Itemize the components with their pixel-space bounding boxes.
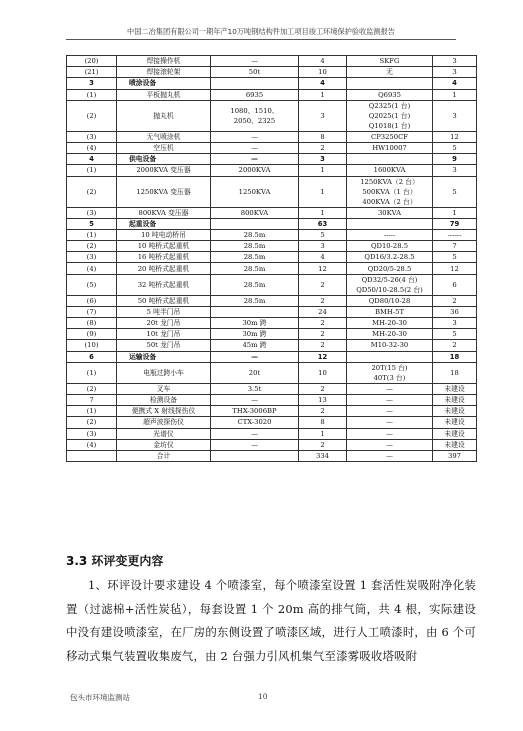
cell-qty: 2 [299,340,347,351]
cell-total: 3 [433,100,477,131]
cell-no: (2) [67,383,117,394]
cell-name: 电瓶过跨小车 [117,362,211,383]
cell-qty: 8 [299,417,347,428]
cell-model: SKFG [347,56,433,67]
cell-total: 5 [433,176,477,207]
cell-spec [211,450,299,461]
cell-model: — [347,417,433,428]
cell-name: 50t 龙门吊 [117,340,211,351]
category-row [67,154,477,165]
cell-name: 焊接操作机 [117,56,211,67]
cell-total: 79 [433,218,477,229]
cell-no: (1) [67,362,117,383]
cell-spec: 28.5m [211,274,299,295]
cell-no: (7) [67,306,117,317]
cell-qty: 2 [299,318,347,329]
cell-no: (1) [67,406,117,417]
cell-spec: THX-3006BP [211,406,299,417]
cell-name: 10 吨电动桥吊 [117,229,211,240]
cell-spec: — [211,131,299,142]
cell-no: (6) [67,295,117,306]
cell-no: (20) [67,56,117,67]
cell-total: 5 [433,252,477,263]
table-row [67,318,477,329]
cell-model: 无 [347,67,433,78]
cell-spec: 30m 跨 [211,318,299,329]
cell-name: 光谱仪 [117,428,211,439]
cell-spec: 50t [211,67,299,78]
cell-name: 平板抛丸机 [117,89,211,100]
cell-total: 5 [433,142,477,153]
cell-name: 2000KVA 变压器 [117,165,211,176]
cell-no: 7 [67,394,117,405]
cell-no: (3) [67,131,117,142]
cell-name: 合计 [117,450,211,461]
table-row [67,131,477,142]
cell-model: QD10-28.5 [347,241,433,252]
cell-spec: 6935 [211,89,299,100]
cell-qty: 24 [299,306,347,317]
cell-name: 50 吨桥式起重机 [117,295,211,306]
cell-qty: 10 [299,67,347,78]
cell-qty: 2 [299,406,347,417]
cell-spec: 800KVA [211,207,299,218]
cell-qty: 10 [299,362,347,383]
cell-model: MH-20-30 [347,329,433,340]
cell-model: Q2325(1 台) Q2025(1 台) Q1018(1 台) [347,100,433,131]
cell-spec: — [211,351,299,362]
cell-spec [211,78,299,89]
cell-name: 10 吨桥式起重机 [117,241,211,252]
cell-qty: 3 [299,241,347,252]
cell-qty: 63 [299,218,347,229]
cell-spec: 28.5m [211,241,299,252]
category-row [67,218,477,229]
cell-spec: — [211,439,299,450]
cell-model: — [347,394,433,405]
cell-spec: 2000KVA [211,165,299,176]
cell-qty: 4 [299,252,347,263]
table-row [67,417,477,428]
cell-no: (1) [67,229,117,240]
cell-spec: 28.5m [211,263,299,274]
cell-spec: 3.5t [211,383,299,394]
cell-spec: 28.5m [211,252,299,263]
cell-qty: 3 [299,100,347,131]
cell-model: — [347,439,433,450]
cell-name: 1250KVA 变压器 [117,176,211,207]
table-row [67,295,477,306]
cell-qty: 1 [299,428,347,439]
cell-qty: 1 [299,89,347,100]
cell-total: 2 [433,295,477,306]
cell-no: (4) [67,142,117,153]
cell-name: 叉车 [117,383,211,394]
cell-name: 抛丸机 [117,100,211,131]
table-row [67,67,477,78]
cell-no: (4) [67,439,117,450]
cell-model: 1250KVA（2 台） 500KVA（1 台） 400KVA（2 台） [347,176,433,207]
cell-qty: 1 [299,176,347,207]
cell-total: 9 [433,154,477,165]
equipment-table-body [67,56,477,462]
cell-name: 20t 龙门吊 [117,318,211,329]
cell-spec [211,306,299,317]
cell-model: — [347,383,433,394]
cell-no: (1) [67,165,117,176]
category-row [67,78,477,89]
table-row [67,176,477,207]
cell-spec: — [211,56,299,67]
cell-spec [211,218,299,229]
cell-no [67,450,117,461]
cell-name: 供电设备 [117,154,211,165]
cell-model [347,351,433,362]
table-row [67,142,477,153]
cell-name: 10t 龙门吊 [117,329,211,340]
cell-total: 18 [433,362,477,383]
cell-spec: — [211,142,299,153]
table-row [67,406,477,417]
section-title: 3.3 环评变更内容 [66,554,164,568]
cell-spec: — [211,154,299,165]
table-row [67,362,477,383]
cell-name: 起重设备 [117,218,211,229]
cell-total: 12 [433,131,477,142]
cell-qty: 13 [299,394,347,405]
cell-qty: 8 [299,131,347,142]
cell-model: — [347,428,433,439]
cell-qty: 2 [299,439,347,450]
cell-name: 16 吨桥式起重机 [117,252,211,263]
cell-qty: 1 [299,207,347,218]
cell-no: (2) [67,417,117,428]
cell-spec: 28.5m [211,295,299,306]
table-row [67,229,477,240]
cell-model: — [347,450,433,461]
cell-model: — [347,406,433,417]
cell-name: 32 吨桥式起重机 [117,274,211,295]
cell-spec: — [211,394,299,405]
cell-total: 7 [433,241,477,252]
cell-total: 未建设 [433,394,477,405]
cell-model: 30KVA [347,207,433,218]
cell-model: QD32/5-26(4 台) QD50/10-28.5(2 台) [347,274,433,295]
section-paragraph: 1、环评设计要求建设 4 个喷漆室，每个喷漆室设置 1 套活性炭吸附净化装置（过滤棉+活性炭毡），每套设置 1 个 20m 高的排气筒，共 4 根，实际建设中没有建设喷漆室，在厂房的东侧设置了喷漆区域，进行人工喷漆时，由 6 个可移动式集气装置收集废气，由 2 台强力引风机集气至漆雾吸收塔吸附 [66,578,476,663]
cell-name: 空压机 [117,142,211,153]
category-row [67,351,477,362]
cell-no: 5 [67,218,117,229]
table-row [67,89,477,100]
table-row [67,274,477,295]
cell-spec: — [211,428,299,439]
cell-qty: 1 [299,165,347,176]
cell-total: 5 [433,329,477,340]
cell-name: 20 吨桥式起重机 [117,263,211,274]
cell-total: ------ [433,229,477,240]
cell-name: 800KVA 变压器 [117,207,211,218]
table-row [67,340,477,351]
cell-no: 4 [67,154,117,165]
cell-total: 未建设 [433,406,477,417]
table-row [67,450,477,461]
table-row [67,56,477,67]
cell-model [347,154,433,165]
cell-total: 未建设 [433,428,477,439]
cell-spec: 28.5m [211,229,299,240]
table-row [67,252,477,263]
cell-name: 金坊仪 [117,439,211,450]
table-row [67,306,477,317]
cell-name: 超声波探伤仪 [117,417,211,428]
cell-no: (4) [67,263,117,274]
cell-no: (21) [67,67,117,78]
cell-total: 397 [433,450,477,461]
cell-model: M10-32-30 [347,340,433,351]
cell-no: (3) [67,428,117,439]
cell-name: 喷涂设备 [117,78,211,89]
cell-no: (10) [67,340,117,351]
cell-spec: 1080、1510、 2050、2325 [211,100,299,131]
cell-no: (5) [67,274,117,295]
table-row [67,428,477,439]
cell-total: 3 [433,67,477,78]
cell-qty: 4 [299,56,347,67]
cell-qty: 2 [299,329,347,340]
cell-total: 未建设 [433,417,477,428]
cell-total: 未建设 [433,439,477,450]
cell-model: BMH-5T [347,306,433,317]
table-row [67,439,477,450]
cell-no: (3) [67,252,117,263]
cell-model: CP3250CF [347,131,433,142]
cell-total: 1 [433,89,477,100]
cell-qty: 2 [299,295,347,306]
cell-name: 便携式 X 射线探伤仪 [117,406,211,417]
cell-name: 运输设备 [117,351,211,362]
cell-no: (2) [67,241,117,252]
table-row [67,394,477,405]
cell-model: 1600KVA [347,165,433,176]
cell-qty: 12 [299,351,347,362]
cell-name: 检测设备 [117,394,211,405]
table-row [67,263,477,274]
cell-model: 20T(15 台) 40T(3 台) [347,362,433,383]
cell-model: QD20/5-28.5 [347,263,433,274]
cell-no: (9) [67,329,117,340]
table-row [67,165,477,176]
cell-total: 12 [433,263,477,274]
cell-total: 3 [433,56,477,67]
cell-no: (1) [67,89,117,100]
table-row [67,207,477,218]
equipment-table [66,55,477,462]
cell-total: 4 [433,78,477,89]
cell-no: 3 [67,78,117,89]
cell-spec: CTX-3020 [211,417,299,428]
cell-model: HW10007 [347,142,433,153]
page-number: 10 [258,692,268,701]
cell-no: (3) [67,207,117,218]
cell-total: 3 [433,318,477,329]
cell-name: 无气喷涂机 [117,131,211,142]
cell-model [347,218,433,229]
cell-model [347,78,433,89]
cell-qty: 2 [299,383,347,394]
cell-qty: 5 [299,229,347,240]
cell-total: 18 [433,351,477,362]
cell-qty: 4 [299,78,347,89]
cell-spec: 30m 跨 [211,329,299,340]
cell-name: 焊接滚轮架 [117,67,211,78]
cell-total: 36 [433,306,477,317]
cell-model: ----- [347,229,433,240]
cell-model: MH-20-30 [347,318,433,329]
cell-qty: 12 [299,263,347,274]
cell-no: 6 [67,351,117,362]
table-row [67,100,477,131]
page-footer [70,692,460,703]
table-row [67,383,477,394]
cell-total: 未建设 [433,383,477,394]
cell-model: QD80/10-28 [347,295,433,306]
cell-qty: 334 [299,450,347,461]
cell-no: (2) [67,100,117,131]
cell-name: 5 吨半门吊 [117,306,211,317]
cell-total: 3 [433,165,477,176]
cell-no: (8) [67,318,117,329]
cell-spec: 20t [211,362,299,383]
cell-total: 6 [433,274,477,295]
cell-no: (2) [67,176,117,207]
cell-model: Q6935 [347,89,433,100]
page-header: 中国二冶集团有限公司一期年产10万吨钢结构件加工项目竣工环境保护验收监测报告 [66,27,456,40]
table-row [67,329,477,340]
cell-total: 1 [433,207,477,218]
cell-model: QD16/3.2-28.5 [347,252,433,263]
cell-qty: 2 [299,142,347,153]
cell-qty: 2 [299,274,347,295]
cell-spec: 1250KVA [211,176,299,207]
table-row [67,241,477,252]
cell-qty: 3 [299,154,347,165]
cell-total: 2 [433,340,477,351]
footer-org: 包头市环境监测站 [70,693,130,702]
cell-spec: 45m 跨 [211,340,299,351]
